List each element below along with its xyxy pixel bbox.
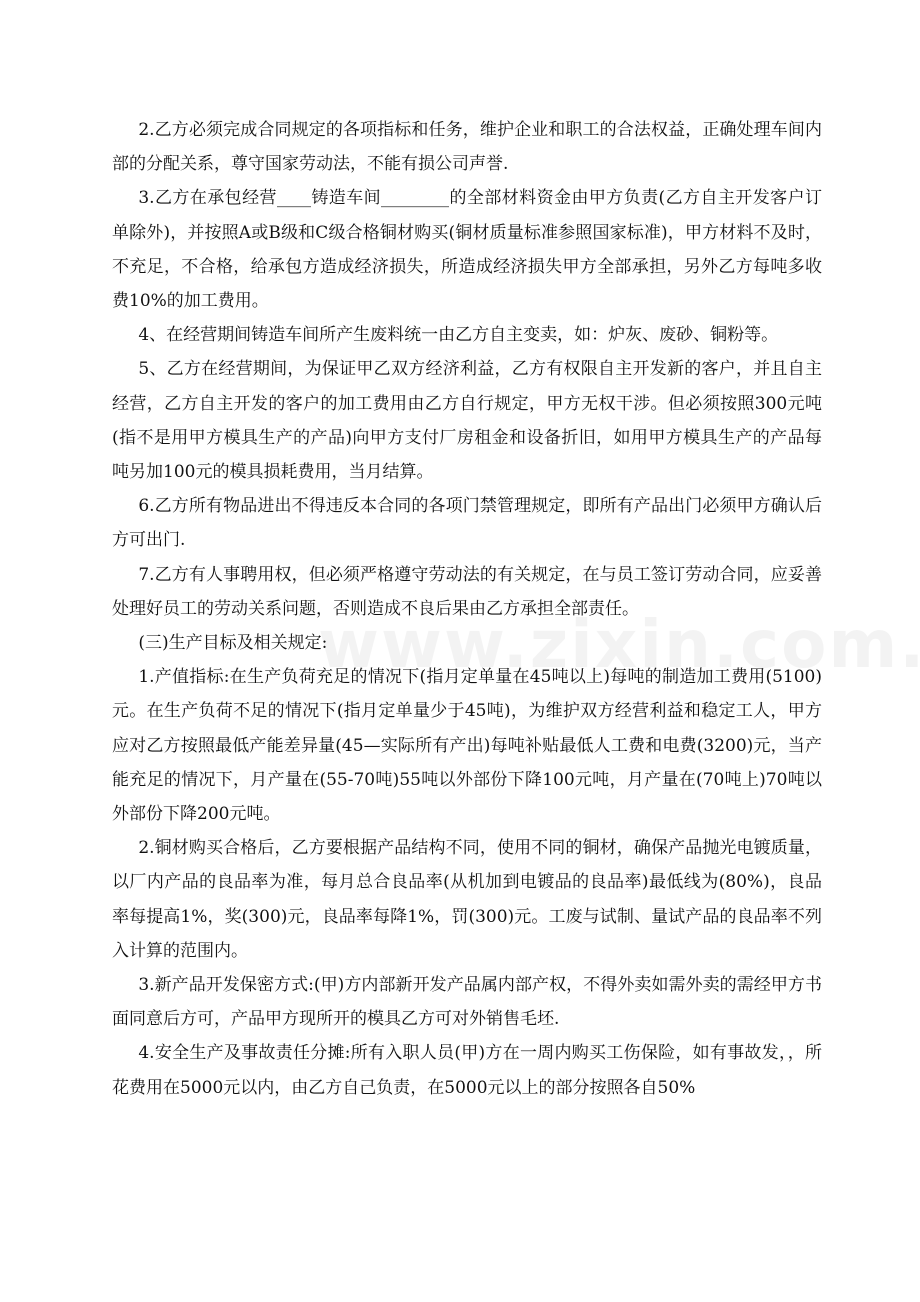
clause-2-obligations: 2.乙方必须完成合同规定的各项指标和任务，维护企业和职工的合法权益，正确处理车间内部的分配关系，尊守国家劳动法，不能有损公司声誉. <box>112 120 822 175</box>
target-4-safety: 4.安全生产及事故责任分摊:所有入职人员(甲)方在一周内购买工伤保险，如有事故发，，所花费用在5000元以内，由乙方自己负责，在5000元以上的部分按照各自50% <box>112 1043 822 1098</box>
clause-5-new-customers: 5、乙方在经营期间，为保证甲乙双方经济利益，乙方有权限自主开发新的客户，并且自主经营，乙方自主开发的客户的加工费用由乙方自行规定，甲方无权干涉。但必须按照300元吨(指不是用甲方模具生产的产品)向甲方支付厂房租金和设备折旧，如用甲方模具生产的产品每吨另加100元的模具损耗费用，当月结算。 <box>112 359 822 483</box>
clause-6-access-control: 6.乙方所有物品进出不得违反本合同的各项门禁管理规定，即所有产品出门必须甲方确认后方可出门. <box>112 496 822 551</box>
clause-4-scrap: 4、在经营期间铸造车间所产生废料统一由乙方自主变卖，如：炉灰、废砂、铜粉等。 <box>138 325 779 346</box>
target-2-yield: 2.铜材购买合格后，乙方要根据产品结构不同，使用不同的铜材，确保产品抛光电镀质量，以厂内产品的良品率为准，每月总合良品率(从机加到电镀品的良品率)最低线为(80%)，良品率每提高1%，奖(300)元，良品率每降1%，罚(300)元。工废与试制、量试产品的良品率不列入计算的范围内。 <box>112 838 822 961</box>
clause-7-personnel: 7.乙方有人事聘用权，但必须严格遵守劳动法的有关规定，在与员工签订劳动合同，应妥善处理好员工的劳动关系问题，否则造成不良后果由乙方承担全部责任。 <box>112 564 822 619</box>
target-1-output: 1.产值指标:在生产负荷充足的情况下(指月定单量在45吨以上)每吨的制造加工费用(5100)元。在生产负荷不足的情况下(指月定单量少于45吨)，为维护双方经营利益和稳定工人，甲方应对乙方按照最低产能差异量(45—实际所有产出)每吨补贴最低人工费和电费(3200)元，当产能充足的情况下，月产量在(55-70吨)55吨以外部份下降100元吨，月产量在(70吨上)70吨以外部份下降200元吨。 <box>112 667 822 825</box>
target-3-confidentiality: 3.新产品开发保密方式:(甲)方内部新开发产品属内部产权，不得外卖如需外卖的需经甲方书面同意后方可，产品甲方现所开的模具乙方可对外销售毛坯. <box>112 975 822 1030</box>
section-heading-production-targets: (三)生产目标及相关规定: <box>138 633 328 654</box>
clause-3-materials: 3.乙方在承包经营____铸造车间________的全部材料资金由甲方负责(乙方自主开发客户订单除外)，并按照A或B级和C级合格铜材购买(铜材质量标准参照国家标准)，甲方材料不及时，不充足，不合格，给承包方造成经济损失，所造成经济损失甲方全部承担，另外乙方每吨多收费10%的加工费用。 <box>112 188 822 312</box>
document-body <box>112 113 822 1105</box>
